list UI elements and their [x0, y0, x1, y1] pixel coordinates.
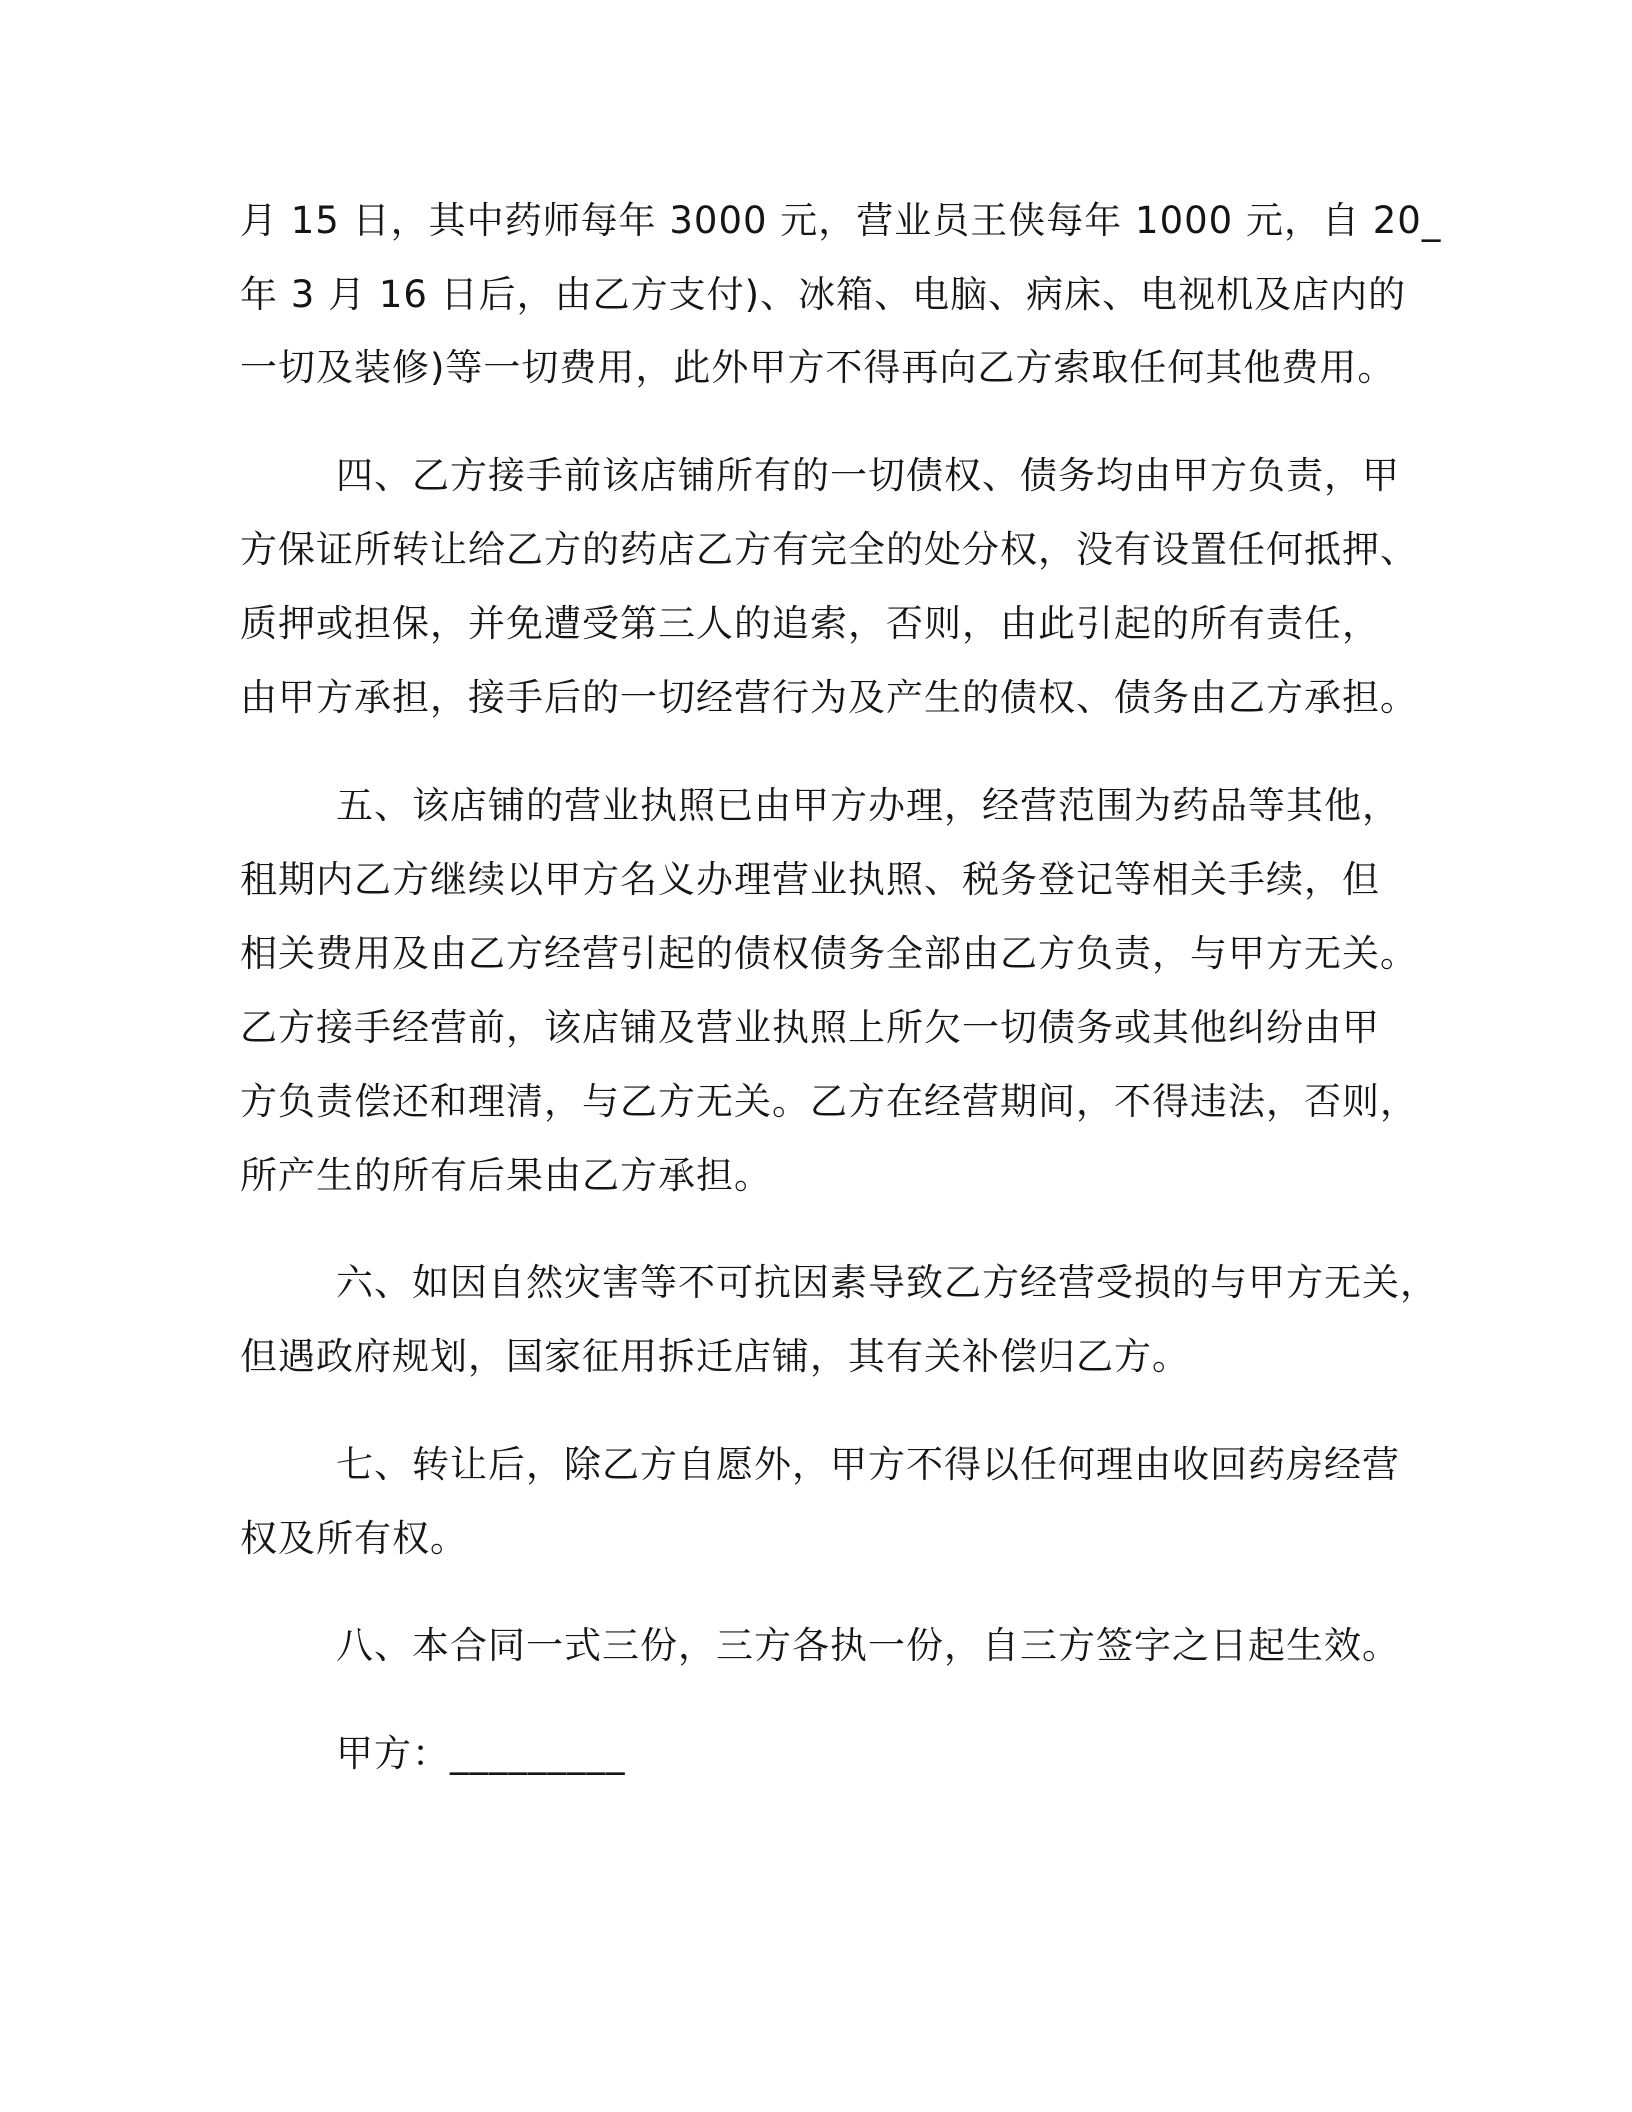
paragraph-5-line-4: 乙方接手经营前，该店铺及营业执照上所欠一切债务或其他纠纷由甲	[240, 1006, 1380, 1049]
paragraph-7-line-2: 权及所有权。	[240, 1517, 468, 1560]
party-a-signature-line: 甲方：_________	[336, 1732, 626, 1775]
paragraph-3-line-3: 一切及装修)等一切费用，此外甲方不得再向乙方索取任何其他费用。	[240, 346, 1396, 389]
paragraph-3-line-1: 月 15 日，其中药师每年 3000 元，营业员王侠每年 1000 元，自 20_	[240, 199, 1442, 242]
paragraph-5-line-3: 相关费用及由乙方经营引起的债权债务全部由乙方负责，与甲方无关。	[240, 932, 1418, 975]
paragraph-8-line-1: 八、本合同一式三份，三方各执一份，自三方签字之日起生效。	[336, 1624, 1400, 1667]
paragraph-5-line-6: 所产生的所有后果由乙方承担。	[240, 1154, 772, 1197]
paragraph-7-line-1: 七、转让后，除乙方自愿外，甲方不得以任何理由收回药房经营	[336, 1443, 1400, 1486]
paragraph-6-line-1: 六、如因自然灾害等不可抗因素导致乙方经营受损的与甲方无关，	[336, 1261, 1438, 1304]
paragraph-4-line-3: 质押或担保，并免遭受第三人的追索，否则，由此引起的所有责任，	[240, 602, 1380, 645]
paragraph-4-line-4: 由甲方承担，接手后的一切经营行为及产生的债权、债务由乙方承担。	[240, 676, 1418, 719]
paragraph-5-line-1: 五、该店铺的营业执照已由甲方办理，经营范围为药品等其他，	[336, 784, 1400, 827]
paragraph-4-line-2: 方保证所转让给乙方的药店乙方有完全的处分权，没有设置任何抵押、	[240, 528, 1418, 571]
paragraph-5-line-5: 方负责偿还和理清，与乙方无关。乙方在经营期间，不得违法，否则，	[240, 1080, 1418, 1123]
paragraph-3-line-2: 年 3 月 16 日后，由乙方支付)、冰箱、电脑、病床、电视机及店内的	[240, 273, 1407, 316]
paragraph-5-line-2: 租期内乙方继续以甲方名义办理营业执照、税务登记等相关手续，但	[240, 858, 1380, 901]
paragraph-4-line-1: 四、乙方接手前该店铺所有的一切债权、债务均由甲方负责，甲	[336, 454, 1400, 497]
paragraph-6-line-2: 但遇政府规划，国家征用拆迁店铺，其有关补偿归乙方。	[240, 1335, 1190, 1378]
